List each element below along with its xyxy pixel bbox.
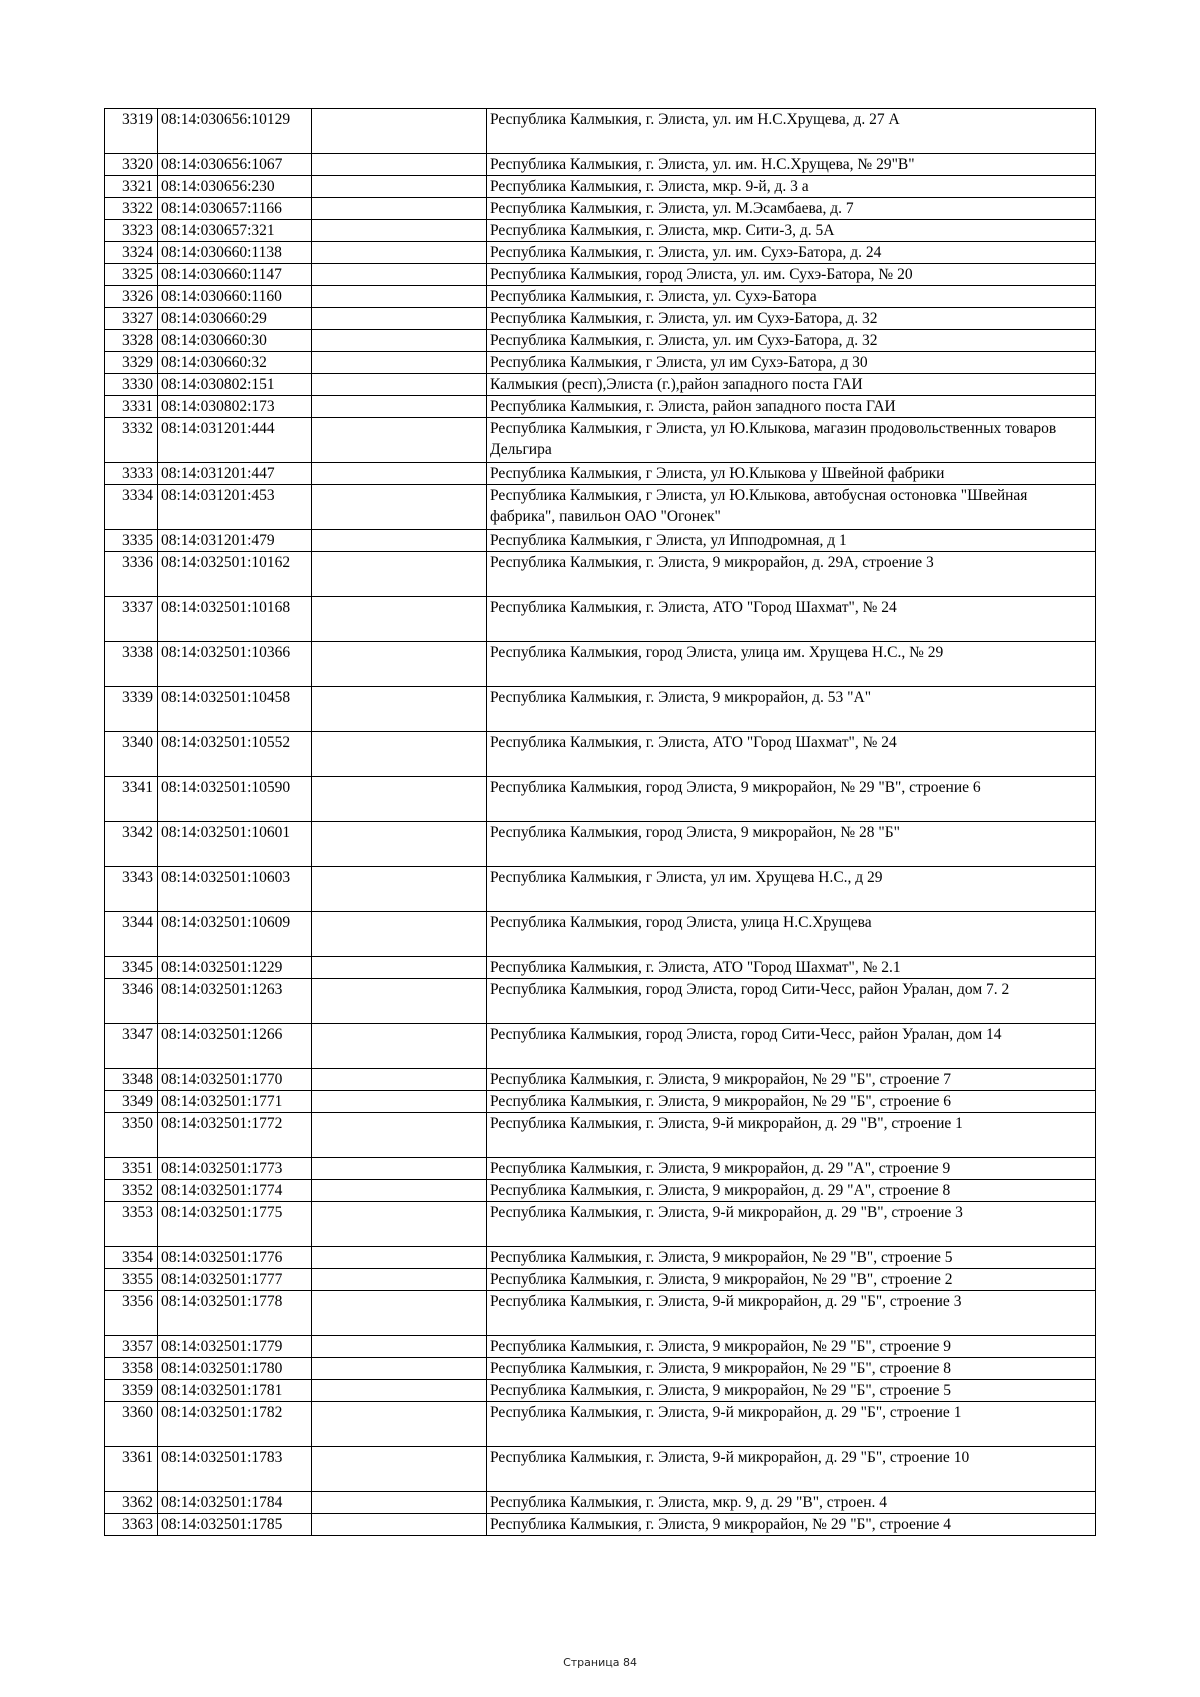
address-cell: Республика Калмыкия, г Элиста, ул Ипподромная, д 1 [487,530,1096,552]
row-number-cell: 3358 [105,1358,158,1380]
table-row [105,242,1096,264]
row-number-cell: 3322 [105,198,158,220]
address-cell: Республика Калмыкия, г Элиста, ул Ю.Клыкова, автобусная остоновка "Швейная фабрика", павильон ОАО "Огонек" [487,485,1096,530]
table-row [105,530,1096,552]
blank-cell [312,777,487,822]
blank-cell [312,1336,487,1358]
address-cell: Республика Калмыкия, г. Элиста, 9 микрорайон, № 29 "Б", строение 7 [487,1069,1096,1091]
cadastral-number-cell: 08:14:032501:1772 [158,1113,312,1158]
address-cell: Республика Калмыкия, г. Элиста, 9-й микрорайон, д. 29 "Б", строение 3 [487,1291,1096,1336]
cadastral-number-cell: 08:14:032501:10366 [158,642,312,687]
table-row [105,979,1096,1024]
row-number-cell: 3341 [105,777,158,822]
blank-cell [312,330,487,352]
row-number-cell: 3334 [105,485,158,530]
cadastral-number-cell: 08:14:031201:453 [158,485,312,530]
table-row [105,957,1096,979]
cadastral-number-cell: 08:14:032501:1781 [158,1380,312,1402]
cadastral-number-cell: 08:14:032501:10590 [158,777,312,822]
address-cell: Республика Калмыкия, г Элиста, ул им Сухэ-Батора, д 30 [487,352,1096,374]
table-row [105,1447,1096,1492]
row-number-cell: 3337 [105,597,158,642]
row-number-cell: 3340 [105,732,158,777]
cadastral-number-cell: 08:14:030660:1138 [158,242,312,264]
address-cell: Республика Калмыкия, г Элиста, ул Ю.Клыкова у Швейной фабрики [487,463,1096,485]
blank-cell [312,1024,487,1069]
address-cell: Республика Калмыкия, г. Элиста, район западного поста ГАИ [487,396,1096,418]
address-cell: Республика Калмыкия, город Элиста, город Сити-Чесс, район Уралан, дом 7. 2 [487,979,1096,1024]
table-row [105,109,1096,154]
table-row [105,912,1096,957]
blank-cell [312,154,487,176]
table-row [105,1336,1096,1358]
blank-cell [312,485,487,530]
blank-cell [312,308,487,330]
address-cell: Республика Калмыкия, г. Элиста, АТО "Город Шахмат", № 2.1 [487,957,1096,979]
cadastral-number-cell: 08:14:030656:10129 [158,109,312,154]
blank-cell [312,352,487,374]
address-cell: Республика Калмыкия, г. Элиста, 9 микрорайон, № 29 "Б", строение 4 [487,1514,1096,1536]
cadastral-number-cell: 08:14:030660:29 [158,308,312,330]
address-cell: Республика Калмыкия, г. Элиста, мкр. 9, д. 29 "В", строен. 4 [487,1492,1096,1514]
cadastral-number-cell: 08:14:030656:1067 [158,154,312,176]
address-cell: Республика Калмыкия, г. Элиста, ул. им. Сухэ-Батора, д. 24 [487,242,1096,264]
table-row [105,374,1096,396]
blank-cell [312,732,487,777]
cadastral-number-cell: 08:14:030660:1147 [158,264,312,286]
cadastral-number-cell: 08:14:032501:1785 [158,1514,312,1536]
cadastral-number-cell: 08:14:032501:1780 [158,1358,312,1380]
row-number-cell: 3333 [105,463,158,485]
cadastral-number-cell: 08:14:032501:1263 [158,979,312,1024]
table-row [105,597,1096,642]
address-cell: Республика Калмыкия, город Элиста, 9 микрорайон, № 28 "Б" [487,822,1096,867]
row-number-cell: 3360 [105,1402,158,1447]
address-cell: Республика Калмыкия, г. Элиста, ул. М.Эсамбаева, д. 7 [487,198,1096,220]
cadastral-number-cell: 08:14:032501:1771 [158,1091,312,1113]
blank-cell [312,1269,487,1291]
row-number-cell: 3324 [105,242,158,264]
address-cell: Республика Калмыкия, г. Элиста, ул. Сухэ-Батора [487,286,1096,308]
address-cell: Республика Калмыкия, г Элиста, ул Ю.Клыкова, магазин продовольственных товаров Дельгира [487,418,1096,463]
table-row [105,220,1096,242]
blank-cell [312,396,487,418]
row-number-cell: 3345 [105,957,158,979]
cadastral-number-cell: 08:14:032501:1778 [158,1291,312,1336]
table-row [105,1113,1096,1158]
row-number-cell: 3344 [105,912,158,957]
address-cell: Республика Калмыкия, г. Элиста, 9 микрорайон, № 29 "Б", строение 6 [487,1091,1096,1113]
table-row [105,1291,1096,1336]
address-cell: Республика Калмыкия, г. Элиста, ул. им Сухэ-Батора, д. 32 [487,330,1096,352]
address-cell: Республика Калмыкия, г. Элиста, ул. им. Н.С.Хрущева, № 29"В" [487,154,1096,176]
cadastral-number-cell: 08:14:032501:1777 [158,1269,312,1291]
blank-cell [312,176,487,198]
row-number-cell: 3349 [105,1091,158,1113]
table-row [105,687,1096,732]
table-row [105,396,1096,418]
row-number-cell: 3329 [105,352,158,374]
row-number-cell: 3346 [105,979,158,1024]
address-cell: Республика Калмыкия, г. Элиста, 9-й микрорайон, д. 29 "Б", строение 10 [487,1447,1096,1492]
table-row [105,822,1096,867]
table-row [105,642,1096,687]
address-cell: Республика Калмыкия, г. Элиста, 9 микрорайон, № 29 "В", строение 5 [487,1247,1096,1269]
row-number-cell: 3355 [105,1269,158,1291]
table-row [105,1358,1096,1380]
blank-cell [312,957,487,979]
blank-cell [312,1113,487,1158]
address-cell: Республика Калмыкия, г. Элиста, 9 микрорайон, д. 29 "А", строение 8 [487,1180,1096,1202]
blank-cell [312,418,487,463]
blank-cell [312,552,487,597]
row-number-cell: 3332 [105,418,158,463]
row-number-cell: 3361 [105,1447,158,1492]
cadastral-number-cell: 08:14:032501:1782 [158,1402,312,1447]
row-number-cell: 3342 [105,822,158,867]
address-cell: Республика Калмыкия, город Элиста, город Сити-Чесс, район Уралан, дом 14 [487,1024,1096,1069]
address-cell: Республика Калмыкия, г. Элиста, 9 микрорайон, № 29 "Б", строение 9 [487,1336,1096,1358]
row-number-cell: 3321 [105,176,158,198]
row-number-cell: 3354 [105,1247,158,1269]
row-number-cell: 3353 [105,1202,158,1247]
row-number-cell: 3323 [105,220,158,242]
row-number-cell: 3363 [105,1514,158,1536]
row-number-cell: 3327 [105,308,158,330]
blank-cell [312,264,487,286]
blank-cell [312,1069,487,1091]
page-number-footer: Страница 84 [563,1656,637,1669]
blank-cell [312,1291,487,1336]
row-number-cell: 3338 [105,642,158,687]
cadastral-number-cell: 08:14:032501:1784 [158,1492,312,1514]
table-row [105,418,1096,463]
cadastral-number-cell: 08:14:032501:10162 [158,552,312,597]
table-row [105,1158,1096,1180]
blank-cell [312,1514,487,1536]
address-cell: Республика Калмыкия, г. Элиста, 9-й микрорайон, д. 29 "В", строение 3 [487,1202,1096,1247]
table-row [105,154,1096,176]
address-cell: Республика Калмыкия, г. Элиста, мкр. Сити-3, д. 5А [487,220,1096,242]
cadastral-number-cell: 08:14:032501:1774 [158,1180,312,1202]
blank-cell [312,1358,487,1380]
blank-cell [312,530,487,552]
blank-cell [312,642,487,687]
table-row [105,1380,1096,1402]
table-row [105,867,1096,912]
table-row [105,176,1096,198]
address-cell: Республика Калмыкия, город Элиста, 9 микрорайон, № 29 "В", строение 6 [487,777,1096,822]
address-cell: Республика Калмыкия, город Элиста, улица им. Хрущева Н.С., № 29 [487,642,1096,687]
table-row [105,463,1096,485]
table-row [105,308,1096,330]
cadastral-number-cell: 08:14:032501:10609 [158,912,312,957]
table-row [105,1247,1096,1269]
row-number-cell: 3326 [105,286,158,308]
cadastral-number-cell: 08:14:031201:444 [158,418,312,463]
table-row [105,264,1096,286]
row-number-cell: 3331 [105,396,158,418]
table-row [105,1069,1096,1091]
row-number-cell: 3347 [105,1024,158,1069]
table-row [105,1402,1096,1447]
blank-cell [312,1091,487,1113]
row-number-cell: 3362 [105,1492,158,1514]
cadastral-number-cell: 08:14:032501:1266 [158,1024,312,1069]
row-number-cell: 3343 [105,867,158,912]
register-table-body [105,109,1096,1536]
blank-cell [312,463,487,485]
address-cell: Республика Калмыкия, г. Элиста, ул. им Н.С.Хрущева, д. 27 А [487,109,1096,154]
blank-cell [312,687,487,732]
table-row [105,1514,1096,1536]
address-cell: Республика Калмыкия, г. Элиста, ул. им Сухэ-Батора, д. 32 [487,308,1096,330]
blank-cell [312,912,487,957]
blank-cell [312,1380,487,1402]
row-number-cell: 3351 [105,1158,158,1180]
blank-cell [312,1180,487,1202]
cadastral-number-cell: 08:14:032501:1776 [158,1247,312,1269]
address-cell: Республика Калмыкия, г. Элиста, АТО "Город Шахмат", № 24 [487,732,1096,777]
cadastral-number-cell: 08:14:030802:173 [158,396,312,418]
cadastral-number-cell: 08:14:032501:1775 [158,1202,312,1247]
cadastral-number-cell: 08:14:032501:10168 [158,597,312,642]
row-number-cell: 3357 [105,1336,158,1358]
table-row [105,777,1096,822]
row-number-cell: 3350 [105,1113,158,1158]
table-row [105,732,1096,777]
row-number-cell: 3320 [105,154,158,176]
row-number-cell: 3328 [105,330,158,352]
address-cell: Республика Калмыкия, г. Элиста, АТО "Город Шахмат", № 24 [487,597,1096,642]
table-row [105,198,1096,220]
row-number-cell: 3356 [105,1291,158,1336]
cadastral-number-cell: 08:14:032501:10603 [158,867,312,912]
blank-cell [312,1447,487,1492]
cadastral-number-cell: 08:14:032501:1770 [158,1069,312,1091]
cadastral-number-cell: 08:14:032501:1229 [158,957,312,979]
address-cell: Республика Калмыкия, г Элиста, ул им. Хрущева Н.С., д 29 [487,867,1096,912]
address-cell: Республика Калмыкия, город Элиста, ул. им. Сухэ-Батора, № 20 [487,264,1096,286]
cadastral-number-cell: 08:14:032501:1779 [158,1336,312,1358]
blank-cell [312,1247,487,1269]
table-row [105,1202,1096,1247]
address-cell: Республика Калмыкия, город Элиста, улица Н.С.Хрущева [487,912,1096,957]
address-cell: Республика Калмыкия, г. Элиста, мкр. 9-й, д. 3 а [487,176,1096,198]
address-cell: Республика Калмыкия, г. Элиста, 9 микрорайон, д. 29 "А", строение 9 [487,1158,1096,1180]
address-cell: Республика Калмыкия, г. Элиста, 9 микрорайон, № 29 "Б", строение 8 [487,1358,1096,1380]
blank-cell [312,220,487,242]
table-row [105,485,1096,530]
table-row [105,1492,1096,1514]
row-number-cell: 3325 [105,264,158,286]
cadastral-number-cell: 08:14:030660:30 [158,330,312,352]
row-number-cell: 3352 [105,1180,158,1202]
table-row [105,1269,1096,1291]
blank-cell [312,867,487,912]
table-row [105,330,1096,352]
property-register-table [104,108,1096,1536]
cadastral-number-cell: 08:14:032501:10552 [158,732,312,777]
table-row [105,552,1096,597]
blank-cell [312,1492,487,1514]
cadastral-number-cell: 08:14:030802:151 [158,374,312,396]
row-number-cell: 3348 [105,1069,158,1091]
address-cell: Республика Калмыкия, г. Элиста, 9-й микрорайон, д. 29 "В", строение 1 [487,1113,1096,1158]
address-cell: Республика Калмыкия, г. Элиста, 9-й микрорайон, д. 29 "Б", строение 1 [487,1402,1096,1447]
blank-cell [312,286,487,308]
cadastral-number-cell: 08:14:032501:10458 [158,687,312,732]
row-number-cell: 3330 [105,374,158,396]
cadastral-number-cell: 08:14:030657:321 [158,220,312,242]
blank-cell [312,109,487,154]
cadastral-number-cell: 08:14:032501:1783 [158,1447,312,1492]
address-cell: Калмыкия (респ),Элиста (г.),район западного поста ГАИ [487,374,1096,396]
row-number-cell: 3335 [105,530,158,552]
address-cell: Республика Калмыкия, г. Элиста, 9 микрорайон, № 29 "Б", строение 5 [487,1380,1096,1402]
blank-cell [312,597,487,642]
row-number-cell: 3339 [105,687,158,732]
address-cell: Республика Калмыкия, г. Элиста, 9 микрорайон, д. 53 "А" [487,687,1096,732]
cadastral-number-cell: 08:14:032501:10601 [158,822,312,867]
blank-cell [312,1402,487,1447]
cadastral-number-cell: 08:14:030656:230 [158,176,312,198]
cadastral-number-cell: 08:14:030660:32 [158,352,312,374]
cadastral-number-cell: 08:14:030657:1166 [158,198,312,220]
row-number-cell: 3319 [105,109,158,154]
table-row [105,1091,1096,1113]
address-cell: Республика Калмыкия, г. Элиста, 9 микрорайон, д. 29А, строение 3 [487,552,1096,597]
blank-cell [312,1202,487,1247]
cadastral-number-cell: 08:14:030660:1160 [158,286,312,308]
table-row [105,1024,1096,1069]
blank-cell [312,979,487,1024]
row-number-cell: 3359 [105,1380,158,1402]
blank-cell [312,242,487,264]
blank-cell [312,374,487,396]
blank-cell [312,1158,487,1180]
blank-cell [312,198,487,220]
cadastral-number-cell: 08:14:031201:479 [158,530,312,552]
table-row [105,1180,1096,1202]
address-cell: Республика Калмыкия, г. Элиста, 9 микрорайон, № 29 "В", строение 2 [487,1269,1096,1291]
blank-cell [312,822,487,867]
table-row [105,286,1096,308]
cadastral-number-cell: 08:14:031201:447 [158,463,312,485]
row-number-cell: 3336 [105,552,158,597]
table-row [105,352,1096,374]
cadastral-number-cell: 08:14:032501:1773 [158,1158,312,1180]
